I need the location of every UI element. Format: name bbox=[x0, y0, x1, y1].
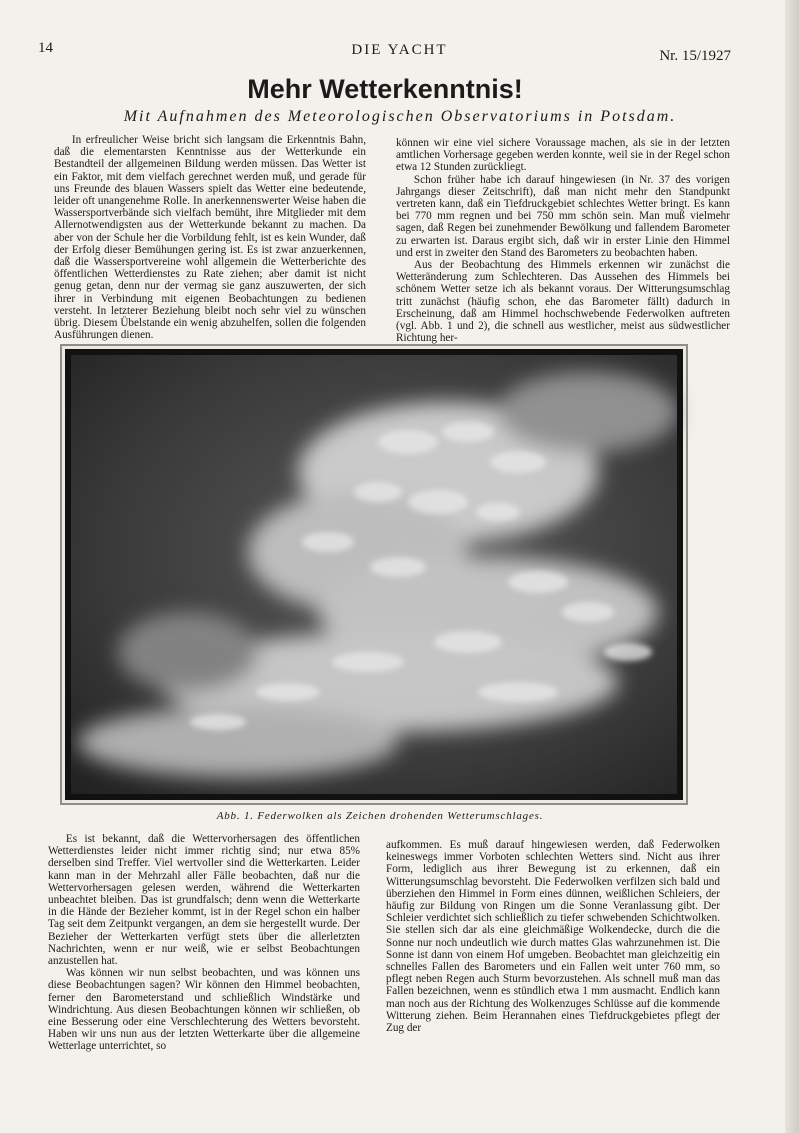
running-head: DIE YACHT bbox=[351, 42, 448, 58]
text-column-1 bbox=[54, 134, 366, 342]
paragraph: Was können wir nun selbst beobachten, und was können uns diese Beobachtungen sagen? Wir können den Himmel beobachten, ferner den Barometerstand und schließlich Windstärke und Windrichtung. Aus diesen Beobachtungen können wir schließen, ob eine Besserung oder eine Verschlechterung des Wetters bevorsteht. Haben wir uns nun aus der letzten Wetterkarte über die allgemeine Wetterlage unterrichtet, so bbox=[48, 967, 360, 1053]
paragraph: Es ist bekannt, daß die Wettervorhersagen des öffentlichen Wetterdienstes leider nicht immer richtig sind; nur etwa 85% derselben sind Treffer. Viel wertvoller sind die Wetterkarten. Leider kann man in der Mehrzahl aller Fälle beobachten, daß nur die Wettervorhersagen gelesen werden, während die Wetterkarten unbeachtet bleiben. Das ist grundfalsch; denn wenn die Wetterkarte in die Hände der Bezieher kommt, ist in der Regel schon ein halber Tag seit dem Zeitpunkt vergangen, an dem sie hergestellt wurde. Der Bezieher der Wetterkarten verfügt stets über die allerletzten Nachrichten, wenn er nur weiß, wie er selbst Beobachtungen anzustellen hat. bbox=[48, 833, 360, 968]
cloud-photo-image bbox=[68, 352, 680, 797]
cirrus-cloud-photo bbox=[68, 352, 680, 797]
page-number: 14 bbox=[38, 40, 53, 56]
issue-number: Nr. 15/1927 bbox=[659, 48, 731, 64]
paragraph: In erfreulicher Weise bricht sich langsam die Erkenntnis Bahn, daß die elementarsten Kenntnisse aus der Wetterkunde ein Bestandteil der allgemeinen Bildung werden müssen. Das Wetter ist ein Faktor, mit dem vielfach gerechnet werden muß, und gerade für uns Freunde des blauen Wassers spielt das Wetter eine bedeutende, leider oft unangenehme Rolle. In anerkennenswerter Weise haben die Wassersportverbände sich vielfach bemüht, ihre Mitglieder mit dem Allernotwendigsten aus der Wetterkunde bekannt zu machen. Da aber von der Schule her die Vorbildung fehlt, ist es kein Wunder, daß der Erfolg dieser Bemühungen gering ist. Es ist zwar anzuerkennen, daß die Wassersportvereine wohl allgemein die Wetterberichte des öffentlichen Wetterdienstes zu Rate ziehen; aber damit ist nicht genug getan, denn nur der vermag sie ganz auszuwerten, der sich ihrer in Verbindung mit eigenen Beobachtungen zu bedienen versteht. In letzterer Beziehung bleibt noch sehr viel zu wünschen übrig. Diesem Übelstande ein wenig abzuhelfen, sollen die folgenden Ausführungen dienen. bbox=[54, 134, 366, 342]
page-edge bbox=[785, 0, 799, 1133]
paragraph: Aus der Beobachtung des Himmels erkennen wir zunächst die Wetteränderung zum Schlechteren. Das Aussehen des Himmels bei schönem Wetter setze ich als bekannt voraus. Der Witterungsumschlag tritt zunächst (häufig schon, ehe das Barometer fällt) dadurch in Erscheinung, daß am Himmel hochschwebende Federwolken auftreten (vgl. Abb. 1 und 2), die schnell aus westlicher, meist aus südwestlicher Richtung her- bbox=[396, 259, 730, 345]
text-column-3 bbox=[48, 833, 360, 1053]
text-column-4 bbox=[386, 839, 720, 1042]
paragraph: Schon früher habe ich darauf hingewiesen (in Nr. 37 des vorigen Jahrgangs dieser Zeitschrift), daß man nicht mehr den Standpunkt vertreten kann, daß ein Tiefdruckgebiet schlechtes Wetter bringt. Es kann bei 770 mm regnen und bei 750 mm schön sein. Man muß vielmehr sagen, daß Regen bei zunehmender Bewölkung und fallendem Barometer zu erwarten ist. Daraus ergibt sich, daß wir in erster Linie den Himmel und erst in zweiter den Stand des Barometers zu beobachten haben. bbox=[396, 173, 730, 259]
paragraph: können wir eine viel sichere Voraussage machen, als sie in der letzten amtlichen Vorhersage gegeben werden konnte, weil sie in der Regel schon etwa 12 Stunden zurückliegt. bbox=[396, 137, 730, 174]
article-title: Mehr Wetterkenntnis! bbox=[247, 74, 523, 104]
text-column-2 bbox=[396, 137, 730, 344]
paragraph: aufkommen. Es muß darauf hingewiesen werden, daß Federwolken keineswegs immer Vorboten schlechten Wetters sind. Nicht aus ihrer Form, lediglich aus ihrer Bewegung ist zu erkennen, daß ein Witterungsumschlag bevorsteht. Die Federwolken verfilzen sich bald und überziehen den Himmel in Form eines dünnen, weißlichen Schleiers, der häufig zur Bildung von Ringen um die Sonne Veranlassung gibt. Der Schleier verdichtet sich schließlich zu tiefer schwebenden Schichtwolken. Sie stellen sich dar als eine gleichmäßige Wolkendecke, durch die die Sonne nur noch undeutlich wie durch mattes Glas wahrzunehmen ist. Die Sonne ist dann von einem Hof umgeben. Beobachtet man gleichzeitig ein schnelles Fallen des Barometers und ein Fallen weit unter 760 mm, so pflegt neben Regen auch Sturm bevorzustehen. Als schnell muß man das Fallen bezeichnen, wenn es stündlich etwa 1 mm ausmacht. Endlich kann man noch aus der Richtung des Wolkenzuges Schlüsse auf die kommende Witterung ziehen. Beim Herannahen eines Tiefdruckgebietes pflegt der Zug der bbox=[386, 839, 720, 1035]
figure-caption: Abb. 1. Federwolken als Zeichen drohenden Wetterumschlages. bbox=[216, 810, 544, 822]
article-subtitle: Mit Aufnahmen des Meteorologischen Observatoriums in Potsdam. bbox=[123, 108, 677, 125]
